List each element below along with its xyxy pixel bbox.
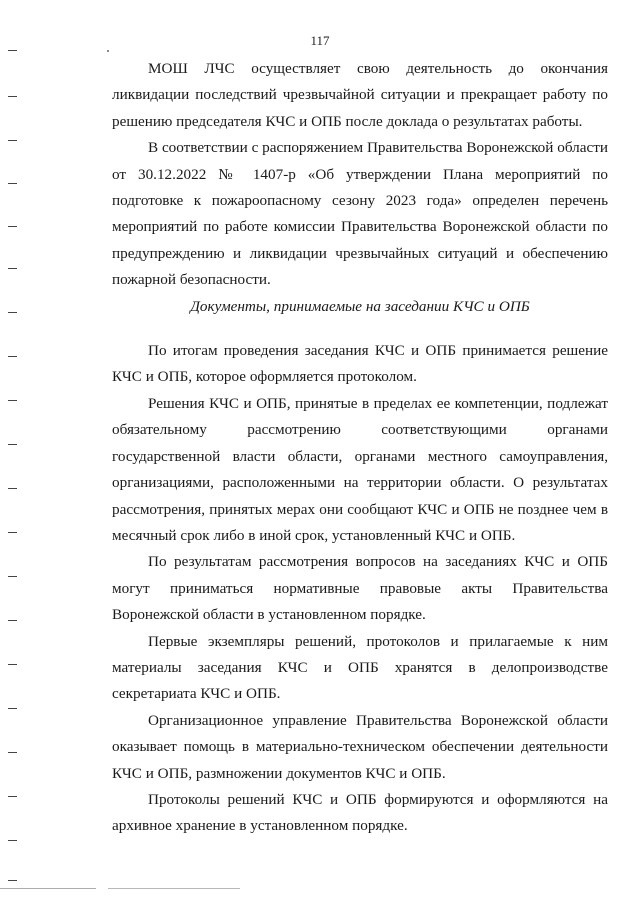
paragraph: Протоколы решений КЧС и ОПБ формируются и оформляются на архивное хранение в установленном порядке. — [112, 790, 608, 835]
margin-tick — [8, 708, 17, 709]
margin-tick — [8, 444, 17, 445]
margin-tick — [8, 620, 17, 621]
margin-tick — [8, 532, 17, 533]
paragraph: Организационное управление Правительства Воронежской области оказывает помощь в материально-техническом обеспечении деятельности КЧС и ОПБ, размножении документов КЧС и ОПБ. — [112, 711, 608, 782]
paragraph: МОШ ЛЧС осуществляет свою деятельность до окончания ликвидации последствий чрезвычайной ситуации и прекращает работу по решению председателя КЧС и ОПБ после доклада о результатах работы. — [112, 60, 608, 130]
margin-tick — [8, 356, 17, 357]
paragraph: Первые экземпляры решений, протоколов и прилагаемые к ним материалы заседания КЧС и ОПБ хранятся в делопроизводстве секретариата КЧС и ОПБ. — [112, 632, 608, 703]
margin-tick — [8, 840, 17, 841]
scan-speck — [107, 50, 109, 52]
paragraph: По результатам рассмотрения вопросов на заседаниях КЧС и ОПБ могут приниматься нормативные правовые акты Правительства Воронежской области в установленном порядке. — [112, 553, 608, 624]
bottom-edge-line — [0, 888, 240, 889]
section-heading: Документы, принимаемые на заседании КЧС и ОПБ — [190, 297, 530, 315]
margin-tick — [8, 400, 17, 401]
margin-tick — [8, 183, 17, 184]
margin-tick — [8, 796, 17, 797]
margin-tick — [8, 752, 17, 753]
paragraph: В соответствии с распоряжением Правительства Воронежской области от 30.12.2022 № 1407-р «Об утверждении Плана мероприятий по подготовке к пожароопасному сезону 2023 года» определен перечень мероприятий по работе комиссии Правительства Воронежской области по предупреждению и ликвидации чрезвычайных ситуаций и обеспечению пожарной безопасности. — [112, 139, 608, 289]
paragraph: По итогам проведения заседания КЧС и ОПБ принимается решение КЧС и ОПБ, которое оформляется протоколом. — [112, 342, 608, 386]
margin-tick — [8, 226, 17, 227]
margin-tick — [8, 50, 17, 51]
paragraph: Решения КЧС и ОПБ, принятые в пределах ее компетенции, подлежат обязательному рассмотрению соответствующими органами государственной власти области, органами местного самоуправления, организациями, расположенными на территории области. О результатах рассмотрения, принятых мерах они сообщают КЧС и ОПБ не позднее чем в месячный срок либо в иной срок, установленный КЧС и ОПБ. — [112, 394, 608, 544]
margin-tick — [8, 880, 17, 881]
margin-tick — [8, 140, 17, 141]
margin-tick — [8, 96, 17, 97]
margin-tick — [8, 488, 17, 489]
margin-tick-marks — [0, 0, 30, 905]
margin-tick — [8, 576, 17, 577]
body-text — [112, 56, 608, 840]
margin-tick — [8, 312, 17, 313]
margin-tick — [8, 268, 17, 269]
page-number: 117 — [310, 33, 330, 48]
margin-tick — [8, 664, 17, 665]
